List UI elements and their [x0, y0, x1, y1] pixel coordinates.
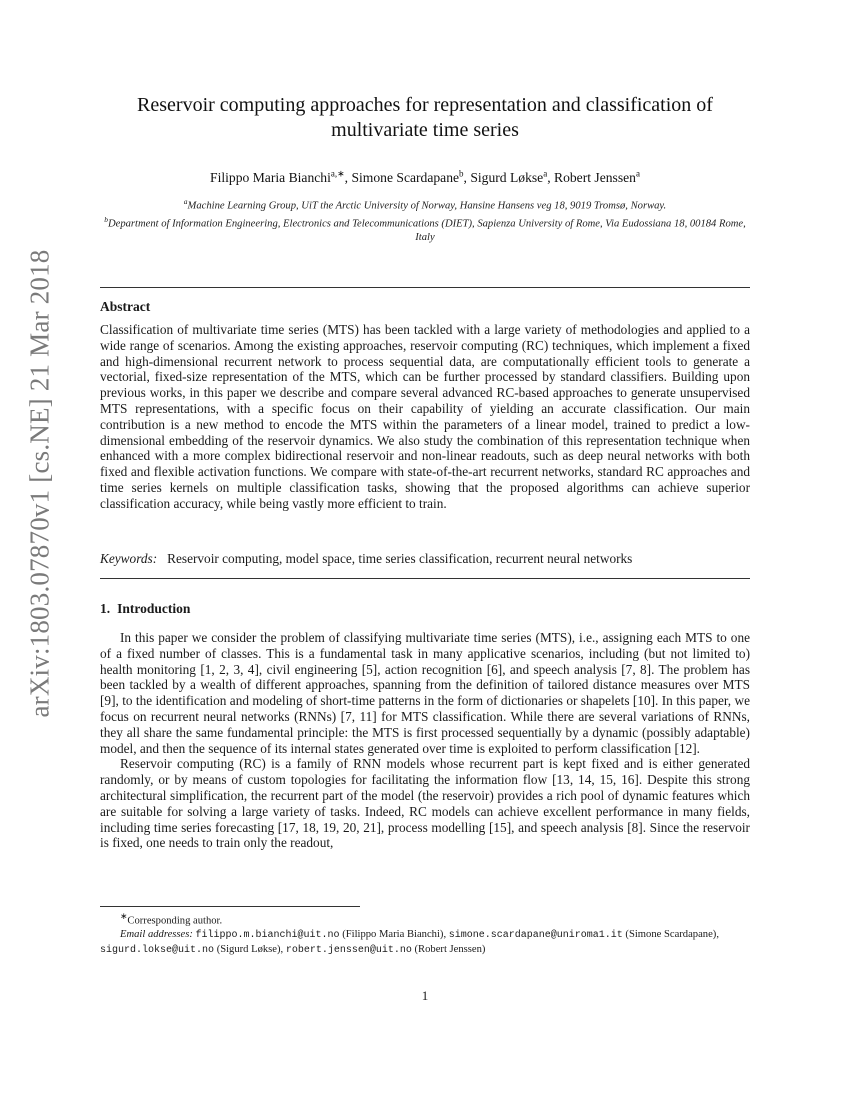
email-link[interactable]: robert.jenssen@uit.no: [285, 944, 412, 956]
affiliations: [100, 195, 750, 245]
introduction-body: [100, 630, 750, 851]
keywords-label: Keywords:: [100, 551, 158, 566]
corresponding-author-note: ∗Corresponding author.: [120, 911, 223, 927]
author: Simone Scardapane$^b$,: [351, 168, 471, 185]
author: Robert Jenssen$^a$: [554, 168, 640, 185]
author: Sigurd Løkse$^a$,: [470, 168, 555, 185]
section-title: Introduction: [117, 601, 191, 616]
keywords-text: Reservoir computing, model space, time series classification, recurrent neural networks: [167, 551, 633, 566]
email-link[interactable]: simone.scardapane@uniroma1.it: [448, 930, 623, 942]
keywords: [100, 551, 750, 567]
section-number: 1.: [100, 601, 111, 616]
paper-title: Reservoir computing approaches for representation and classification of multivariate time series: [137, 94, 713, 141]
footnotes: [100, 910, 750, 957]
abstract-bottom-rule: [100, 578, 750, 579]
paragraph: In this paper we consider the problem of classifying multivariate time series (MTS), i.e., assigning each MTS to one of a fixed number of classes. This is a fundamental task in many applicative scenarios, including (but not limited to) health monitoring [1, 2, 3, 4], civil engineering [5], action recognition [6], and speech analysis [7, 8]. The problem has been tackled by a wealth of different approaches, spanning from the definition of tailored distance measures over MTS [9], to the identification and modeling of short-time patterns in the form of dictionaries or shapelets [10]. In this paper, we focus on recurrent neural networks (RNNs) [7, 11] for MTS classification. While there are several variations of RNNs, they all share the same fundamental principle: the MTS is first processed sequentially by a dynamic (possibly adaptable) model, and then the sequence of its internal states generated over time is exploited to perform classification [12].: [100, 630, 750, 756]
paragraph: Reservoir computing (RC) is a family of RNN models whose recurrent part is kept fixed and is either generated randomly, or by means of custom topologies for facilitating the information flow [13, 14, 15, 16]. Despite this strong architectural simplification, the recurrent part of the model (the reservoir) provides a rich pool of dynamic features which are suitable for solving a large variety of tasks. Indeed, RC models can achieve excellent performance in many fields, including time series forecasting [17, 18, 19, 20, 21], process modelling [15], and speech analysis [8]. Since the reservoir is fixed, one needs to train only the readout,: [100, 756, 750, 851]
abstract-heading: Abstract: [100, 299, 151, 314]
page-number: 1: [421, 988, 429, 1003]
arxiv-identifier: arXiv:1803.07870v1 [cs.NE] 21 Mar 2018: [24, 248, 55, 718]
author-list: [100, 168, 750, 186]
email-link[interactable]: filippo.m.bianchi@uit.no: [195, 930, 340, 942]
arxiv-stamp: [20, 248, 60, 718]
email-link[interactable]: sigurd.lokse@uit.no: [100, 944, 215, 956]
email-addresses-note: Email addresses: filippo.m.bianchi@uit.no (Filippo Maria Bianchi), simone.scardapane@uniroma1.it (Simone Scardapane), sigurd.lokse@uit.no (Sigurd Løkse), robert.jenssen@uit.no (Robert Jenssen): [100, 929, 719, 956]
footnote-rule: [100, 906, 360, 907]
affiliation-b: $^b$Department of Information Engineering, Electronics and Telecommunications (DIET), Sapienza University of Rome, Via Eudossiana 18, 00184 Rome, Italy: [104, 215, 746, 244]
abstract-top-rule: [100, 287, 750, 288]
affiliation-a: $^a$Machine Learning Group, UiT the Arctic University of Norway, Hansine Hansens veg 18, 9019 Tromsø, Norway.: [183, 197, 667, 212]
section-heading-introduction: [100, 601, 190, 617]
abstract-body: Classification of multivariate time series (MTS) has been tackled with a large variety of methodologies and applied to a wide range of scenarios. Among the existing approaches, reservoir computing (RC) techniques, which implement a fixed and high-dimensional recurrent network to process sequential data, are computationally efficient tools to generate a vectorial, fixed-size representation of the MTS, which can be further processed by standard classifiers. Building upon previous works, in this paper we describe and compare several advanced RC-based approaches to generate unsupervised MTS representations, with a specific focus on their capability of yielding an accurate classification. Our main contribution is a new method to encode the MTS within the parameters of a linear model, trained to predict a low-dimensional embedding of the reservoir dynamics. We also study the combination of this representation technique when enhanced with a more complex bidirectional reservoir and non-linear readouts, such as deep neural networks with both fixed and flexible activation functions. We compare with state-of-the-art recurrent networks, standard RC approaches and time series kernels on multiple classification tasks, showing that the proposed algorithms can achieve superior classification accuracy, while being vastly more efficient to train.: [100, 322, 750, 511]
author: Filippo Maria Bianchi$^{a,∗}$,: [210, 168, 352, 185]
